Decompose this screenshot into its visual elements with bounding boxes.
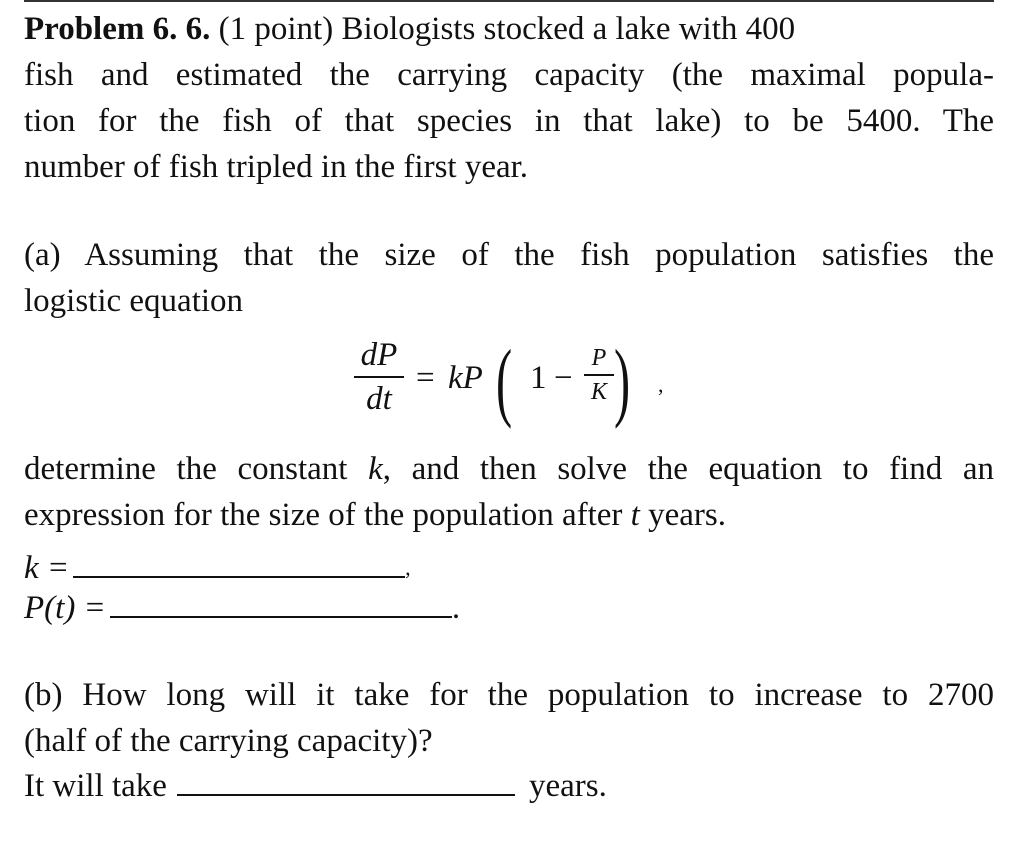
problem-number: Problem 6. 6. — [24, 11, 211, 47]
intro-line-4: number of fish tripled in the first year. — [24, 149, 529, 185]
ratio-numerator: P — [591, 345, 607, 371]
var-k: k — [368, 451, 383, 487]
problem-statement — [24, 6, 994, 190]
part-a-line-4-pre: expression for the size of the population after — [24, 497, 631, 533]
minus-sign: − — [554, 360, 573, 396]
ratio-fraction — [584, 344, 614, 406]
part-a-prompt — [24, 232, 994, 324]
right-paren: ) — [614, 333, 631, 430]
b-answer-row — [24, 764, 607, 808]
part-b-line-2: (half of the carrying capacity)? — [24, 723, 433, 759]
part-b-line-1: (b) How long will it take for the population to increase to 2700 — [24, 677, 994, 713]
part-a-line-4 — [24, 492, 994, 538]
k-answer-field[interactable] — [73, 546, 405, 578]
equation-comma: , — [658, 372, 664, 397]
k-trailing-comma: , — [405, 555, 411, 580]
part-a-line-1: (a) Assuming that the size of the fish population satisfies the — [24, 237, 994, 273]
ratio-denominator: K — [590, 379, 607, 405]
b-prefix: It will take — [24, 768, 167, 804]
part-a-instructions — [24, 446, 994, 538]
intro-line-1 — [24, 6, 994, 52]
part-a-line-2: logistic equation — [24, 283, 244, 319]
constant-one: 1 — [530, 360, 547, 396]
intro-line-3: tion for the fish of that species in that lake) to be 5400. The — [24, 103, 994, 139]
b-suffix: years. — [528, 768, 607, 804]
part-a-line-3-post: , and then solve the equation to find an — [382, 451, 994, 487]
var-t: t — [630, 497, 640, 533]
derivative-fraction — [354, 336, 404, 418]
intro-line-2: fish and estimated the carrying capacity (the maximal popula- — [24, 57, 994, 93]
coefficient-kp: kP — [448, 360, 483, 396]
k-answer-row — [24, 546, 411, 590]
p-trailing-period: . — [451, 590, 461, 626]
part-a-line-3 — [24, 446, 994, 492]
part-a-line-4-post: years. — [639, 497, 726, 533]
intro-line-1-text: (1 point) Biologists stocked a lake with 400 — [210, 11, 796, 47]
part-b-prompt — [24, 672, 994, 764]
p-label: P(t) = — [24, 590, 106, 626]
b-answer-field[interactable] — [177, 764, 515, 796]
p-answer-field[interactable] — [110, 586, 452, 618]
left-paren: ( — [496, 333, 513, 430]
derivative-denominator: dt — [366, 381, 392, 417]
p-answer-row — [24, 586, 460, 630]
derivative-numerator: dP — [360, 337, 398, 373]
part-a-line-3-pre: determine the constant — [24, 451, 369, 487]
fraction-bar — [354, 376, 404, 378]
ratio-bar — [584, 374, 614, 376]
top-rule — [24, 0, 994, 2]
equals-sign: = — [416, 360, 435, 396]
k-label: k = — [24, 550, 70, 586]
